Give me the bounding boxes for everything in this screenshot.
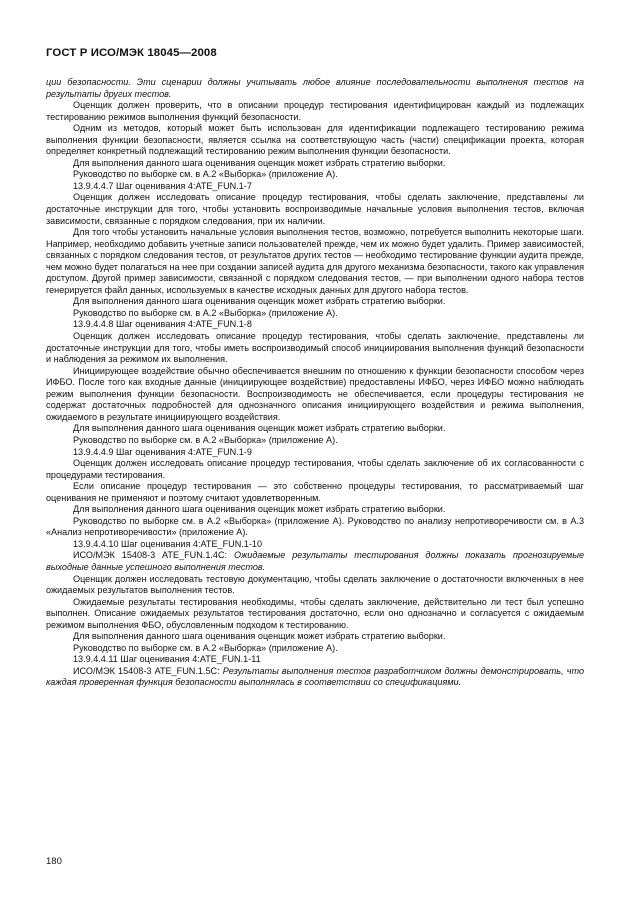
paragraph [46,227,584,296]
text-run: Инициирующее воздействие обычно обеспечивается внешним по отношению к функции безопасности способом через ИФБО. После того как входные данные (инициирующее воздействие) предоставлены ИФБО, через ИФБО можно наблюдать режим выполнения функции безопасности. Воспроизводимость не обеспечивается, если процедуры тестирования не содержат достаточных подробностей для однозначного описания инициирующего воздействия и режима выполнения, ожидаемого в результате инициирующего воздействия. [46,365,584,422]
paragraph [46,435,584,447]
paragraph [46,169,584,181]
text-run: 13.9.4.4.10 Шаг оценивания 4:ATE_FUN.1-10 [73,538,263,549]
paragraph [46,631,584,643]
paragraph [46,539,584,551]
text-run: 13.9.4.4.9 Шаг оценивания 4:ATE_FUN.1-9 [73,446,252,457]
document-header: ГОСТ Р ИСО/МЭК 18045—2008 [46,47,217,59]
page-number: 180 [46,856,62,867]
paragraph [46,181,584,193]
text-run: Оценщик должен проверить, что в описании процедур тестирования идентифицирован каждый из подлежащих тестированию режимов выполнения функций безопасности. [46,100,584,122]
paragraph [46,550,584,573]
text-run: Руководство по выборке см. в А.2 «Выборка» (приложение А). [73,307,338,318]
text-run: Для выполнения данного шага оценивания оценщик может избрать стратегию выборки. [73,296,446,307]
paragraph [46,319,584,331]
italic-text-run: Результаты выполнения тестов разработчиком должны демонстрировать, что каждая проверенная функция безопасности выполнялась в соответствии со спецификациями. [46,665,584,688]
paragraph [46,504,584,516]
paragraph [46,158,584,170]
paragraph [46,77,584,100]
text-run: Руководство по выборке см. в А.2 «Выборка» (приложение А). Руководство по анализу непротиворечивости см. в А.3 «Анализ непротиворечивости» (приложение А). [46,515,584,538]
paragraph [46,666,584,689]
text-run: ИСО/МЭК 15408-3 ATE_FUN.1.5C: [73,665,223,676]
text-run: Если описание процедур тестирования — это собственно процедуры тестирования, то рассматриваемый шаг оценивания не применяют и поэтому считают удовлетворенным. [46,481,584,503]
paragraph [46,516,584,539]
paragraph [46,100,584,123]
text-run: ИСО/МЭК 15408-3 ATE_FUN.1.4C: [73,550,234,561]
paragraph [46,296,584,308]
text-run: Одним из методов, который может быть использован для идентификации подлежащего тестированию режима выполнения функции безопасности, является ссылка на соответствующую часть (части) спецификации проекта, которая определяет конкретный подлежащий тестированию режим выполнения функции безопасности. [46,123,584,157]
text-run: Для выполнения данного шага оценивания оценщик может избрать стратегию выборки. [73,504,446,515]
text-run: Руководство по выборке см. в А.2 «Выборка» (приложение А). [73,434,338,445]
paragraph [46,366,584,424]
text-run: 13.9.4.4.11 Шаг оценивания 4:ATE_FUN.1-11 [73,654,261,665]
text-run: Ожидаемые результаты тестирования необходимы, чтобы сделать заключение, действительно ли тест был успешно выполнен. Описание ожидаемых результатов тестирования достаточно, если оно однозначно и согласуется с ожидаемым режимом выполнения ФБО, обусловленным подходом к тестированию. [46,596,584,630]
paragraph [46,123,584,158]
paragraph [46,597,584,632]
text-run: Руководство по выборке см. в А.2 «Выборка» (приложение А). [73,642,338,653]
text-run: Оценщик должен исследовать тестовую документацию, чтобы сделать заключение о достаточности включенных в нее ожидаемых результатов выполнения тестов. [46,573,584,596]
text-run: 13.9.4.4.8 Шаг оценивания 4:ATE_FUN.1-8 [73,319,252,330]
paragraph [46,458,584,481]
italic-text-run: Ожидаемые результаты тестирования должны показать прогнозируемые выходные данные успешного выполнения тестов. [46,550,584,572]
paragraph [46,331,584,366]
paragraph [46,447,584,459]
paragraph [46,574,584,597]
text-run: Для выполнения данного шага оценивания оценщик может избрать стратегию выборки. [73,423,446,434]
text-run: Оценщик должен исследовать описание процедур тестирования, чтобы сделать заключение об их согласованности с процедурами тестирования. [46,458,584,480]
text-run: Для выполнения данного шага оценивания оценщик может избрать стратегию выборки. [73,631,446,642]
paragraph [46,643,584,655]
text-run: Для выполнения данного шага оценивания оценщик может избрать стратегию выборки. [73,157,446,168]
text-run: 13.9.4.4.7 Шаг оценивания 4:ATE_FUN.1-7 [73,180,252,191]
italic-text-run: ции безопасности. Эти сценарии должны учитывать любое влияние последовательности выполнения тестов на результаты других тестов. [46,77,584,99]
paragraph [46,308,584,320]
paragraph [46,423,584,435]
text-run: Оценщик должен исследовать описание процедур тестирования, чтобы сделать заключение, представлены ли достаточные инструкции для того, чтобы иметь воспроизводимый способ инициирования выполнения функций безопасности и наблюдения за режимом их выполнения. [46,331,584,365]
text-run: Оценщик должен исследовать описание процедур тестирования, чтобы сделать заключение, представлены ли достаточные инструкции для того, чтобы установить воспроизводимые начальные условия выполнения тестов, включая зависимости, связанные с порядком следования, при их наличии. [46,192,584,226]
paragraph [46,654,584,666]
document-body [46,77,584,689]
text-run: Для того чтобы установить начальные условия выполнения тестов, возможно, потребуется выполнить некоторые шаги. Например, необходимо добавить учетные записи пользователей прежде, чем их можно будет удалить. Пример зависимостей, связанных с порядком следования тестов, от результатов других тестов — необходимо тестирование функции аудита прежде, чем можно будет полагаться на нее при создании записей аудита для другого механизма безопасности, такого как управления доступом. Другой пример зависимости, связанной с порядком следования тестов, — при выполнении одного набора тестов генерируется файл данных, используемых в качестве исходных данных для другого набора тестов. [46,227,584,295]
paragraph [46,481,584,504]
paragraph [46,192,584,227]
text-run: Руководство по выборке см. в А.2 «Выборка» (приложение А). [73,169,338,180]
